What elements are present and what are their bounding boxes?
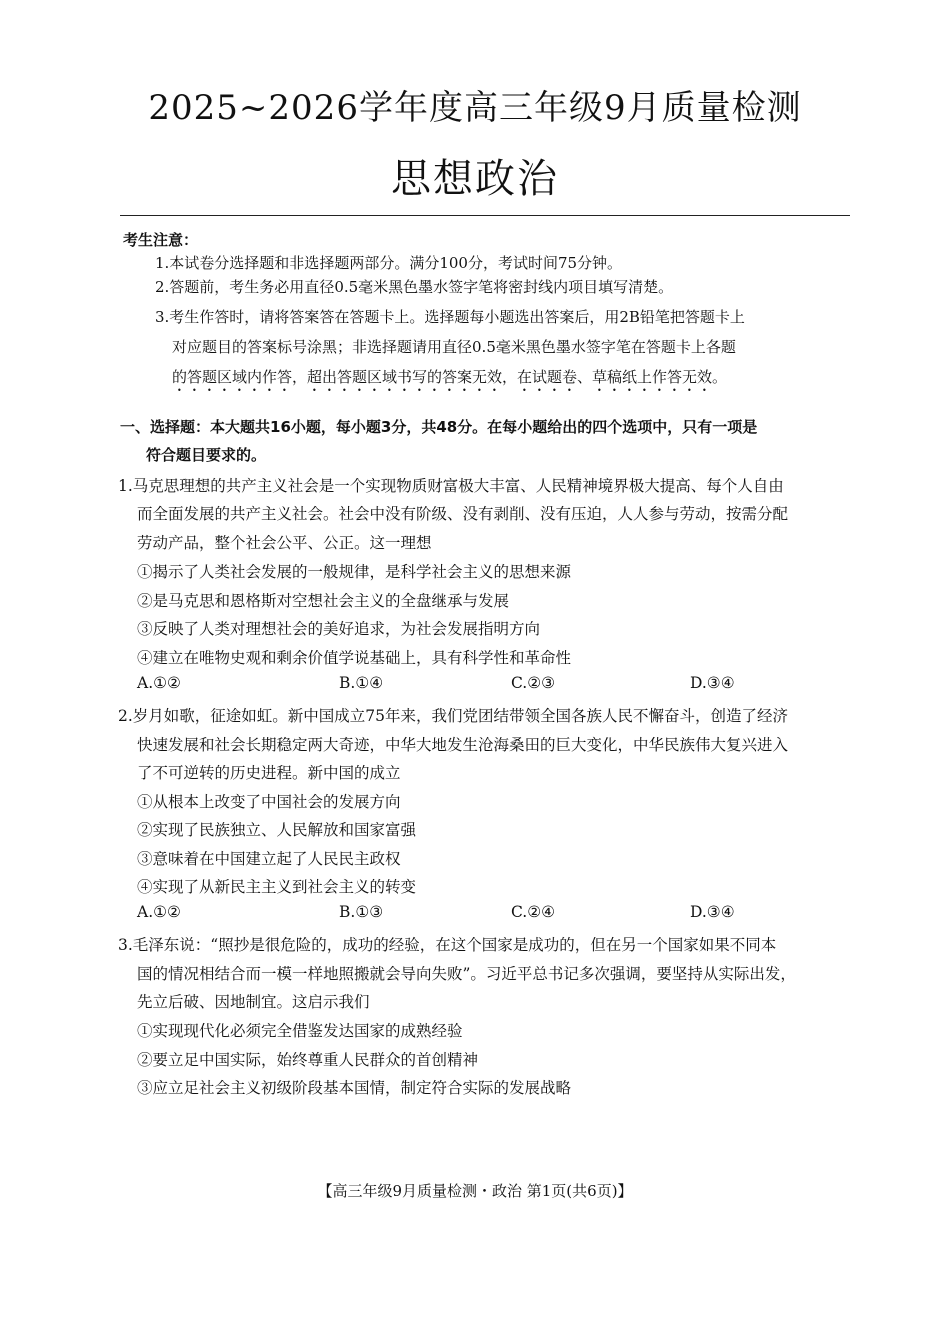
question-2-option-a[interactable]: A.①②	[137, 903, 181, 921]
question-2-line-1: 2.岁月如歌，征途如虹。新中国成立75年来，我们党团结带领全国各族人民不懈奋斗，创造了经济	[118, 707, 789, 725]
notice-heading: 考生注意：	[123, 231, 199, 249]
question-1-line-3: 劳动产品，整个社会公平、公正。这一理想	[137, 534, 432, 552]
subject-title: 思想政治	[391, 156, 559, 202]
question-3-statement-2: ②要立足中国实际，始终尊重人民群众的首创精神	[137, 1051, 479, 1069]
section-heading-cont: 符合题目要求的。	[146, 446, 267, 464]
question-1-statement-4: ④建立在唯物史观和剩余价值学说基础上，具有科学性和革命性	[137, 649, 572, 667]
question-1-statement-1: ①揭示了人类社会发展的一般规律，是科学社会主义的思想来源	[137, 563, 572, 581]
section-heading: 一、选择题：本大题共16小题，每小题3分，共48分。在每小题给出的四个选项中，只有一项是	[120, 418, 758, 436]
question-2-option-c[interactable]: C.②④	[511, 903, 556, 921]
exam-title: 2025~2026学年度高三年级9月质量检测	[148, 88, 802, 128]
question-2-statement-2: ②实现了民族独立、人民解放和国家富强	[137, 821, 417, 839]
notice-item-2: 2.答题前，考生务必用直径0.5毫米黑色墨水签字笔将密封线内项目填写清楚。	[155, 278, 674, 296]
page-footer: 【高三年级9月质量检测・政治 第1页(共6页)】	[317, 1182, 633, 1200]
question-2-option-d[interactable]: D.③④	[690, 903, 735, 921]
question-1-option-a[interactable]: A.①②	[137, 674, 181, 692]
notice-item-1: 1.本试卷分选择题和非选择题两部分。满分100分，考试时间75分钟。	[155, 254, 623, 272]
question-2-option-b[interactable]: B.①③	[339, 903, 384, 921]
question-2-line-3: 了不可逆转的历史进程。新中国的成立	[137, 764, 401, 782]
question-1-option-b[interactable]: B.①④	[339, 674, 384, 692]
question-2-statement-4: ④实现了从新民主主义到社会主义的转变	[137, 878, 417, 896]
notice-item-3: 3.考生作答时，请将答案答在答题卡上。选择题每小题选出答案后，用2B铅笔把答题卡上	[155, 308, 745, 326]
question-1-option-d[interactable]: D.③④	[690, 674, 735, 692]
notice-item-3-line-3: 的答题区域内作答，超出答题区域书写的答案无效，在试题卷、草稿纸上作答无效。	[172, 368, 728, 386]
question-1-line-1: 1.马克思理想的共产主义社会是一个实现物质财富极大丰富、人民精神境界极大提高、每个人自由	[118, 477, 784, 495]
question-3-line-3: 先立后破、因地制宜。这启示我们	[137, 993, 370, 1011]
question-2-statement-3: ③意味着在中国建立起了人民民主政权	[137, 850, 401, 868]
question-1-statement-2: ②是马克思和恩格斯对空想社会主义的全盘继承与发展	[137, 592, 510, 610]
question-3-statement-3: ③应立足社会主义初级阶段基本国情，制定符合实际的发展战略	[137, 1079, 572, 1097]
question-1-statement-3: ③反映了人类对理想社会的美好追求，为社会发展指明方向	[137, 620, 541, 638]
question-1-option-c[interactable]: C.②③	[511, 674, 556, 692]
notice-item-3-line-2: 对应题目的答案标号涂黑；非选择题请用直径0.5毫米黑色墨水签字笔在答题卡上各题	[172, 338, 736, 356]
question-3-line-1: 3.毛泽东说：“照抄是很危险的，成功的经验，在这个国家是成功的，但在另一个国家如果不同本	[118, 936, 777, 954]
question-2-line-2: 快速发展和社会长期稳定两大奇迹，中华大地发生沧海桑田的巨大变化，中华民族伟大复兴进入	[137, 736, 789, 754]
question-3-line-2: 国的情况相结合而一模一样地照搬就会导向失败”。习近平总书记多次强调，要坚持从实际出发，	[137, 965, 796, 983]
question-3-statement-1: ①实现现代化必须完全借鉴发达国家的成熟经验	[137, 1022, 463, 1040]
header-divider	[120, 215, 850, 216]
question-2-statement-1: ①从根本上改变了中国社会的发展方向	[137, 793, 401, 811]
question-1-line-2: 而全面发展的共产主义社会。社会中没有阶级、没有剥削、没有压迫，人人参与劳动，按需分配	[137, 505, 789, 523]
